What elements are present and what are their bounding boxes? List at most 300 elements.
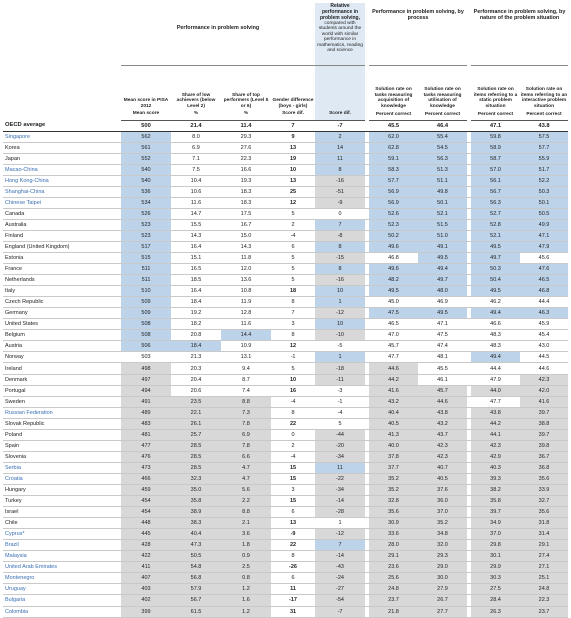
table-row	[3, 529, 568, 540]
cell-interactive: 42.3	[520, 374, 568, 385]
cell-low: 50.5	[171, 551, 221, 562]
cell-gender: 8	[271, 297, 315, 308]
country-name: Italy	[3, 286, 121, 297]
cell-static: 49.5	[471, 241, 520, 252]
cell-top: 5.6	[221, 485, 271, 496]
table-row	[3, 451, 568, 462]
country-name: Chile	[3, 518, 121, 529]
cell-acquisition: 43.2	[369, 396, 418, 407]
cell-low: 61.5	[171, 606, 221, 617]
cell-relative: -16	[315, 275, 365, 286]
cell-utilisation: 27.7	[418, 606, 467, 617]
country-name: Colombia	[3, 606, 121, 617]
unit-low: %	[171, 109, 221, 120]
cell-low: 16.5	[171, 264, 221, 275]
cell-relative: -15	[315, 253, 365, 264]
cell-interactive: 46.5	[520, 275, 568, 286]
cell-low: 7.1	[171, 153, 221, 164]
table-row	[3, 197, 568, 208]
cell-utilisation: 49.5	[418, 253, 467, 264]
country-name: Austria	[3, 341, 121, 352]
cell-static: 46.6	[471, 319, 520, 330]
cell-interactive: 39.7	[520, 429, 568, 440]
group-header-relative	[315, 3, 365, 65]
cell-static: 39.3	[471, 473, 520, 484]
cell-interactive: 50.5	[520, 208, 568, 219]
cell-low: 28.5	[171, 451, 221, 462]
cell-low: 11.6	[171, 197, 221, 208]
cell-relative: -16	[315, 175, 365, 186]
cell-acquisition: 47.7	[369, 352, 418, 363]
cell-top: 7.3	[221, 407, 271, 418]
table-body	[3, 120, 568, 617]
cell-relative: 7	[315, 219, 365, 230]
cell-interactive: 44.4	[520, 297, 568, 308]
cell-mean: 511	[121, 264, 171, 275]
cell-top: 1.2	[221, 584, 271, 595]
cell-low: 20.3	[171, 363, 221, 374]
cell-static: 49.7	[471, 253, 520, 264]
cell-acquisition: 25.6	[369, 573, 418, 584]
cell-low: 38.9	[171, 507, 221, 518]
cell-utilisation: 42.3	[418, 451, 467, 462]
cell-acquisition: 49.6	[369, 241, 418, 252]
cell-static: 29.8	[471, 540, 520, 551]
cell-interactive: 39.7	[520, 407, 568, 418]
cell-gender: 31	[271, 606, 315, 617]
cell-interactive: 55.9	[520, 153, 568, 164]
cell-static: 34.9	[471, 518, 520, 529]
cell-mean: 536	[121, 186, 171, 197]
cell-gender: 5	[271, 264, 315, 275]
country-name: Bulgaria	[3, 595, 121, 606]
country-name: Australia	[3, 219, 121, 230]
cell-low: 19.2	[171, 308, 221, 319]
cell-gender: 12	[271, 197, 315, 208]
table-row	[3, 275, 568, 286]
cell-low: 20.8	[171, 330, 221, 341]
cell-mean: 552	[121, 153, 171, 164]
cell-interactive: 47.9	[520, 241, 568, 252]
cell-acquisition: 40.5	[369, 418, 418, 429]
cell-interactive: 25.1	[520, 573, 568, 584]
cell-utilisation: 45.7	[418, 385, 467, 396]
cell-interactive: 42.0	[520, 385, 568, 396]
cell-gender: 15	[271, 462, 315, 473]
cell-acquisition: 33.6	[369, 529, 418, 540]
country-name: Serbia	[3, 462, 121, 473]
cell-static: 49.4	[471, 352, 520, 363]
cell-relative: -18	[315, 363, 365, 374]
cell-acquisition: 46.8	[369, 253, 418, 264]
cell-gender: 0	[271, 429, 315, 440]
cell-acquisition: 32.8	[369, 496, 418, 507]
cell-gender: -26	[271, 562, 315, 573]
country-name: Netherlands	[3, 275, 121, 286]
cell-static: 30.3	[471, 573, 520, 584]
cell-gender: 5	[271, 208, 315, 219]
cell-mean: 526	[121, 208, 171, 219]
country-name: Croatia	[3, 473, 121, 484]
country-name: Ireland	[3, 363, 121, 374]
cell-top: 18.3	[221, 186, 271, 197]
cell-utilisation: 51.3	[418, 164, 467, 175]
cell-interactive: 44.5	[520, 352, 568, 363]
cell-low: 35.0	[171, 485, 221, 496]
country-name: Japan	[3, 153, 121, 164]
table-row	[3, 363, 568, 374]
cell-static: 56.3	[471, 197, 520, 208]
cell-gender: 22	[271, 418, 315, 429]
cell-acquisition: 52.6	[369, 208, 418, 219]
cell-top: 14.4	[221, 330, 271, 341]
cell-relative: 8	[315, 241, 365, 252]
cell-interactive: 38.8	[520, 418, 568, 429]
cell-gender: 13	[271, 175, 315, 186]
cell-gender: 22	[271, 540, 315, 551]
cell-gender: 9	[271, 131, 315, 142]
table-row	[3, 308, 568, 319]
cell-interactive: 24.8	[520, 584, 568, 595]
cell-gender: 13	[271, 518, 315, 529]
cell-interactive: 35.6	[520, 473, 568, 484]
cell-top: 2.1	[221, 518, 271, 529]
cell-relative: -11	[315, 374, 365, 385]
oecd-average-low: 21.4	[171, 120, 221, 131]
oecd-average-gender: 7	[271, 120, 315, 131]
cell-interactive: 23.7	[520, 606, 568, 617]
cell-low: 47.3	[171, 540, 221, 551]
cell-relative: -34	[315, 485, 365, 496]
cell-static: 37.0	[471, 529, 520, 540]
cell-mean: 448	[121, 518, 171, 529]
cell-utilisation: 49.4	[418, 264, 467, 275]
cell-top: 29.3	[221, 131, 271, 142]
country-name: Singapore	[3, 131, 121, 142]
cell-static: 44.0	[471, 385, 520, 396]
cell-interactive: 47.6	[520, 264, 568, 275]
col-header-mean: Mean score in PISA 2012	[123, 98, 169, 109]
cell-utilisation: 49.7	[418, 275, 467, 286]
cell-mean: 523	[121, 230, 171, 241]
cell-relative: 10	[315, 286, 365, 297]
table-row	[3, 208, 568, 219]
cell-acquisition: 52.3	[369, 219, 418, 230]
group-header-process: Performance in problem solving, by process	[369, 3, 467, 65]
cell-low: 40.4	[171, 529, 221, 540]
cell-utilisation: 56.3	[418, 153, 467, 164]
cell-low: 14.7	[171, 208, 221, 219]
cell-relative: -14	[315, 551, 365, 562]
table-row	[3, 485, 568, 496]
cell-relative: -10	[315, 330, 365, 341]
col-header-interactive: Solution rate on items referring to an interactive problem situation	[520, 87, 568, 109]
oecd-average-interactive: 43.8	[520, 120, 568, 131]
country-name: Germany	[3, 308, 121, 319]
cell-static: 47.9	[471, 374, 520, 385]
cell-static: 58.7	[471, 153, 520, 164]
cell-top: 19.3	[221, 175, 271, 186]
cell-low: 35.8	[171, 496, 221, 507]
table-row	[3, 286, 568, 297]
cell-mean: 476	[121, 451, 171, 462]
cell-static: 48.3	[471, 330, 520, 341]
cell-mean: 489	[121, 407, 171, 418]
col-header-gender: Gender difference (boys - girls)	[272, 98, 314, 109]
cell-mean: 509	[121, 297, 171, 308]
unit-top: %	[221, 109, 271, 120]
cell-gender: 18	[271, 286, 315, 297]
cell-gender: 15	[271, 473, 315, 484]
cell-relative: -5	[315, 341, 365, 352]
cell-interactive: 57.7	[520, 142, 568, 153]
cell-static: 42.9	[471, 451, 520, 462]
cell-gender: 2	[271, 440, 315, 451]
cell-utilisation: 43.2	[418, 418, 467, 429]
cell-acquisition: 23.6	[369, 562, 418, 573]
table-row	[3, 241, 568, 252]
cell-mean: 517	[121, 241, 171, 252]
cell-top: 14.3	[221, 241, 271, 252]
cell-mean: 473	[121, 462, 171, 473]
cell-relative: -34	[315, 451, 365, 462]
oecd-average-static: 47.1	[471, 120, 520, 131]
table-row	[3, 330, 568, 341]
cell-mean: 561	[121, 142, 171, 153]
cell-mean: 454	[121, 507, 171, 518]
cell-top: 6.6	[221, 451, 271, 462]
cell-interactive: 45.6	[520, 253, 568, 264]
cell-interactive: 36.8	[520, 462, 568, 473]
cell-relative: -9	[315, 197, 365, 208]
table-row	[3, 595, 568, 606]
cell-top: 7.8	[221, 418, 271, 429]
table-row	[3, 507, 568, 518]
cell-top: 11.8	[221, 253, 271, 264]
cell-static: 26.3	[471, 606, 520, 617]
country-name: Israel	[3, 507, 121, 518]
group-header-nature: Performance in problem solving, by nature of the problem situation	[471, 3, 568, 65]
table-row	[3, 297, 568, 308]
cell-top: 2.5	[221, 562, 271, 573]
unit-mean: Mean score	[121, 109, 171, 120]
cell-static: 28.4	[471, 595, 520, 606]
cell-utilisation: 47.5	[418, 330, 467, 341]
cell-low: 7.5	[171, 164, 221, 175]
unit-interactive: Percent correct	[520, 109, 568, 120]
group-header-performance: Performance in problem solving	[121, 3, 315, 65]
cell-low: 15.5	[171, 219, 221, 230]
cell-mean: 454	[121, 496, 171, 507]
cell-gender: 5	[271, 363, 315, 374]
country-name: Portugal	[3, 385, 121, 396]
cell-utilisation: 37.6	[418, 485, 467, 496]
cell-top: 16.7	[221, 219, 271, 230]
country-name: Estonia	[3, 253, 121, 264]
cell-top: 11.9	[221, 297, 271, 308]
cell-low: 18.4	[171, 341, 221, 352]
country-name: Hong Kong-China	[3, 175, 121, 186]
table-row	[3, 175, 568, 186]
cell-interactive: 47.1	[520, 230, 568, 241]
cell-mean: 477	[121, 440, 171, 451]
cell-utilisation: 43.7	[418, 429, 467, 440]
col-header-utilisation: Solution rate on tasks measuring utilisation of knowledge	[423, 87, 462, 109]
cell-gender: 6	[271, 507, 315, 518]
cell-acquisition: 57.7	[369, 175, 418, 186]
cell-relative: -27	[315, 584, 365, 595]
cell-mean: 407	[121, 573, 171, 584]
cell-relative: -4	[315, 407, 365, 418]
cell-mean: 508	[121, 319, 171, 330]
cell-static: 52.8	[471, 219, 520, 230]
cell-utilisation: 48.1	[418, 352, 467, 363]
cell-acquisition: 46.5	[369, 319, 418, 330]
cell-acquisition: 56.9	[369, 197, 418, 208]
cell-low: 10.4	[171, 175, 221, 186]
cell-acquisition: 35.2	[369, 485, 418, 496]
cell-low: 54.8	[171, 562, 221, 573]
cell-utilisation: 46.1	[418, 374, 467, 385]
country-name: Poland	[3, 429, 121, 440]
cell-static: 40.3	[471, 462, 520, 473]
cell-mean: 428	[121, 540, 171, 551]
cell-acquisition: 21.8	[369, 606, 418, 617]
cell-relative: 8	[315, 164, 365, 175]
cell-acquisition: 58.3	[369, 164, 418, 175]
cell-top: 18.3	[221, 197, 271, 208]
cell-low: 28.5	[171, 440, 221, 451]
cell-relative: 8	[315, 264, 365, 275]
cell-mean: 562	[121, 131, 171, 142]
cell-top: 16.6	[221, 164, 271, 175]
cell-mean: 510	[121, 286, 171, 297]
cell-mean: 498	[121, 363, 171, 374]
cell-static: 44.2	[471, 418, 520, 429]
cell-static: 56.7	[471, 186, 520, 197]
cell-static: 49.4	[471, 308, 520, 319]
cell-mean: 508	[121, 330, 171, 341]
cell-acquisition: 49.6	[369, 264, 418, 275]
cell-top: 17.5	[221, 208, 271, 219]
cell-acquisition: 49.5	[369, 286, 418, 297]
cell-top: 1.6	[221, 595, 271, 606]
cell-static: 44.4	[471, 363, 520, 374]
cell-utilisation: 47.4	[418, 341, 467, 352]
oecd-average-acquisition: 45.5	[369, 120, 418, 131]
cell-gender: 25	[271, 186, 315, 197]
cell-static: 49.5	[471, 286, 520, 297]
table-row	[3, 462, 568, 473]
country-name: Uruguay	[3, 584, 121, 595]
table-row	[3, 429, 568, 440]
cell-static: 56.1	[471, 175, 520, 186]
cell-mean: 506	[121, 341, 171, 352]
cell-utilisation: 42.3	[418, 440, 467, 451]
country-name: Denmark	[3, 374, 121, 385]
cell-static: 42.3	[471, 440, 520, 451]
cell-gender: -4	[271, 451, 315, 462]
cell-interactive: 51.7	[520, 164, 568, 175]
cell-mean: 534	[121, 197, 171, 208]
cell-gender: 2	[271, 219, 315, 230]
cell-top: 10.8	[221, 286, 271, 297]
cell-interactive: 50.1	[520, 197, 568, 208]
oecd-average-row	[3, 120, 568, 131]
cell-acquisition: 44.6	[369, 363, 418, 374]
table-row	[3, 396, 568, 407]
table-row	[3, 341, 568, 352]
cell-utilisation: 49.5	[418, 308, 467, 319]
country-name: Cyprus*	[3, 529, 121, 540]
country-name: Macao-China	[3, 164, 121, 175]
cell-mean: 403	[121, 584, 171, 595]
cell-acquisition: 35.6	[369, 507, 418, 518]
cell-mean: 466	[121, 473, 171, 484]
cell-interactive: 46.3	[520, 308, 568, 319]
table-row	[3, 440, 568, 451]
table-row	[3, 253, 568, 264]
cell-relative: -20	[315, 440, 365, 451]
cell-gender: 5	[271, 253, 315, 264]
cell-static: 52.1	[471, 230, 520, 241]
cell-static: 50.4	[471, 275, 520, 286]
cell-low: 23.5	[171, 396, 221, 407]
cell-top: 9.4	[221, 363, 271, 374]
unit-relative: Score dif.	[315, 109, 365, 120]
table-row	[3, 473, 568, 484]
country-name: Slovenia	[3, 451, 121, 462]
cell-acquisition: 44.2	[369, 374, 418, 385]
cell-interactive: 41.6	[520, 396, 568, 407]
country-name: Chinese Taipei	[3, 197, 121, 208]
cell-low: 28.5	[171, 462, 221, 473]
col-header-acquisition: Solution rate on tasks measuring acquisition of knowledge	[374, 87, 413, 109]
cell-relative: -8	[315, 230, 365, 241]
oecd-average-label: OECD average	[3, 120, 121, 131]
country-name: Montenegro	[3, 573, 121, 584]
cell-low: 57.9	[171, 584, 221, 595]
cell-mean: 483	[121, 418, 171, 429]
cell-top: 0.9	[221, 551, 271, 562]
cell-top: 8.8	[221, 507, 271, 518]
group-header-relative-title: Relative performance in problem solving,	[320, 3, 361, 21]
cell-low: 38.3	[171, 518, 221, 529]
cell-low: 25.7	[171, 429, 221, 440]
cell-acquisition: 62.0	[369, 131, 418, 142]
cell-relative: -7	[315, 606, 365, 617]
unit-gender: Score dif.	[271, 109, 315, 120]
oecd-average-top: 11.4	[221, 120, 271, 131]
cell-interactive: 27.1	[520, 562, 568, 573]
cell-gender: 10	[271, 374, 315, 385]
cell-low: 15.1	[171, 253, 221, 264]
cell-low: 56.8	[171, 573, 221, 584]
country-name: Turkey	[3, 496, 121, 507]
cell-gender: 5	[271, 275, 315, 286]
col-header-low: Share of low achievers (below Level 2)	[176, 92, 216, 109]
cell-utilisation: 49.1	[418, 241, 467, 252]
cell-top: 6.9	[221, 429, 271, 440]
cell-utilisation: 51.1	[418, 175, 467, 186]
cell-acquisition: 37.7	[369, 462, 418, 473]
cell-relative: -3	[315, 385, 365, 396]
table-row	[3, 540, 568, 551]
cell-low: 56.7	[171, 595, 221, 606]
cell-low: 21.3	[171, 352, 221, 363]
oecd-average-mean: 500	[121, 120, 171, 131]
cell-top: 13.1	[221, 352, 271, 363]
